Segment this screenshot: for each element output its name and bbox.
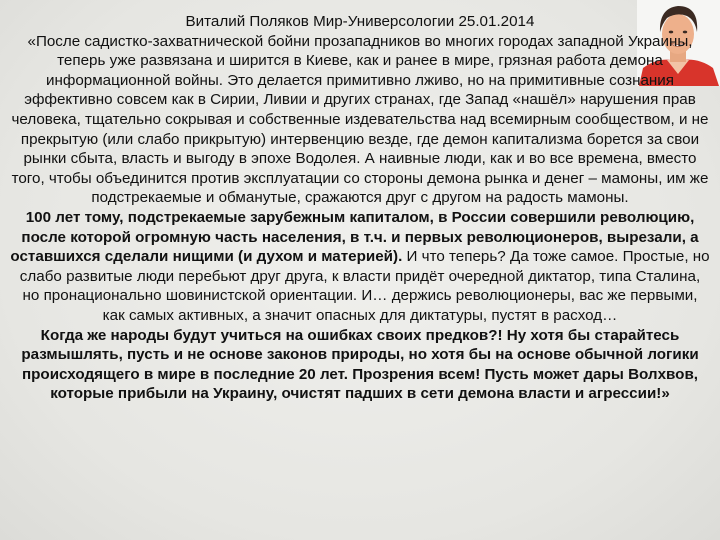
slide-text	[10, 12, 710, 404]
heading: Виталий Поляков Мир-Универсологии 25.01.2014	[185, 13, 535, 30]
paragraph-3: Когда же народы будут учиться на ошибках своих предков?! Ну хотя бы старайтесь размышлять, пусть и не основе законов природы, но хотя бы на основе обычной логики происходящего в мире в последние 20 лет. Прозрения всем! Пусть может дары Волхвов, которые прибыли на Украину, очистят падших в сети демона власти и агрессии!»	[21, 326, 699, 403]
paragraph-2-bold: 100 лет тому, подстрекаемые зарубежным капиталом, в России совершили революцию, после которой огромную часть населения, в т.ч. и первых революционеров, вырезали, а оставшихся сделали нищими (и духом и материей).	[10, 208, 699, 266]
paragraph-2-normal: И что теперь? Да тоже самое. Простые, но слабо развитые люди перебьют друг друга, к власти придёт очередной диктатор, типа Сталина, но пронационально шовинистской ориентации. И… держись революционеры, вас же первыми, как самых активных, а значит опасных для диктатуры, пустят в расход…	[19, 248, 710, 324]
paragraph-2	[10, 208, 710, 326]
paragraph-1: «После садистко-захватнической бойни прозападников во многих городах западной Украины, теперь уже развязана и ширится в Киеве, как и ранее в мире, грязная работа демона информационной войны. Это делается примитивно лживо, но на примитивные сознания эффективно совсем как в Сирии, Ливии и других странах, где Запад «нашёл» нарушения прав человека, тщательно сокрывая и собственные издевательства над всемирным сообществом, и не прекрытую (или слабо прикрытую) интервенцию везде, где демон капитализма борется за свои рынки сбыта, власть и выгоду в эпохе Водолея. А наивные люди, как и во все времена, вместо того, чтобы объединится против эксплуатации со стороны демона рынка и денег – мамоны, им же подстрекаемые и обманутые, сражаются друг с другом на радость мамоны.	[11, 32, 709, 207]
